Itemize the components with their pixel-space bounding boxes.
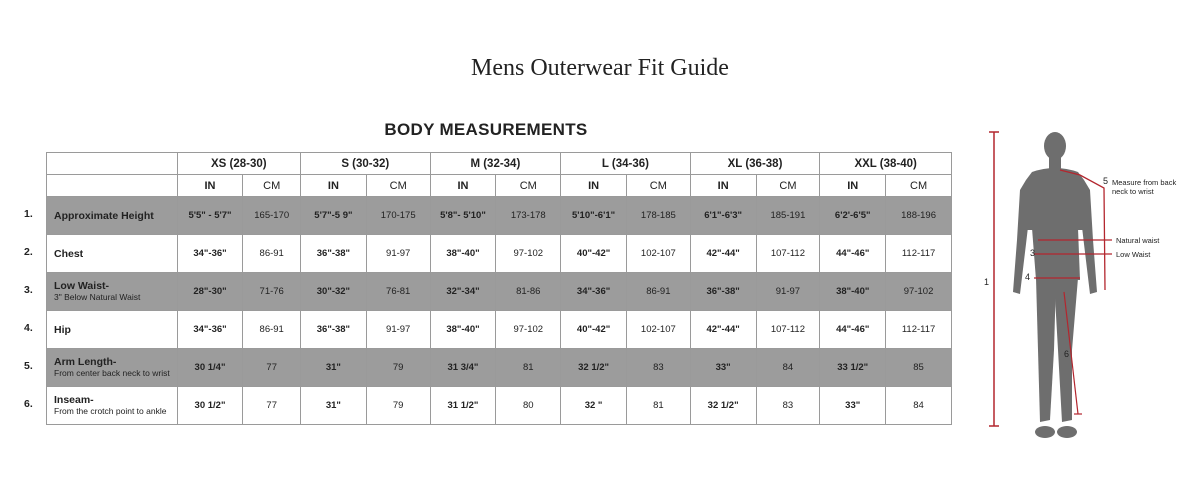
- row-number: 1.: [24, 208, 33, 220]
- size-header: XL (36-38): [690, 153, 820, 175]
- value-in-cell: 34"-36": [177, 311, 243, 349]
- value-in-cell: 44"-46": [820, 311, 886, 349]
- unit-header: CM: [243, 175, 301, 197]
- measure-number-6: 6: [1064, 349, 1070, 359]
- row-sublabel: 3" Below Natural Waist: [54, 292, 141, 302]
- value-cm-cell: 185-191: [756, 197, 820, 235]
- value-cm-cell: 81: [496, 349, 561, 387]
- value-in-cell: 36"-38": [301, 311, 367, 349]
- row-number: 2.: [24, 246, 33, 258]
- row-label: Inseam-: [54, 394, 94, 406]
- value-cm-cell: 76-81: [366, 273, 430, 311]
- measurement-row: [47, 273, 952, 311]
- row-label-cell: [47, 197, 178, 235]
- measurement-row: [47, 197, 952, 235]
- unit-header: IN: [301, 175, 367, 197]
- value-cm-cell: 79: [366, 387, 430, 425]
- mannequin-illustration: [980, 120, 1200, 450]
- value-in-cell: 38"-40": [820, 273, 886, 311]
- size-header: M (32-34): [430, 153, 561, 175]
- value-cm-cell: 86-91: [243, 235, 301, 273]
- value-in-cell: 42"-44": [690, 311, 756, 349]
- unit-header: CM: [626, 175, 690, 197]
- value-in-cell: 34"-36": [177, 235, 243, 273]
- size-header: S (30-32): [301, 153, 431, 175]
- row-label-cell: [47, 235, 178, 273]
- header-blank-cell: [47, 153, 178, 175]
- measurement-row: [47, 349, 952, 387]
- value-cm-cell: 97-102: [886, 273, 952, 311]
- value-in-cell: 32"-34": [430, 273, 496, 311]
- size-header-row: [47, 153, 952, 175]
- size-header: L (34-36): [561, 153, 691, 175]
- value-cm-cell: 107-112: [756, 311, 820, 349]
- value-cm-cell: 81: [626, 387, 690, 425]
- row-label: Approximate Height: [54, 209, 154, 222]
- value-cm-cell: 86-91: [243, 311, 301, 349]
- unit-header-row: [47, 175, 952, 197]
- row-number: 6.: [24, 398, 33, 410]
- unit-header: CM: [496, 175, 561, 197]
- unit-header: IN: [561, 175, 627, 197]
- value-cm-cell: 165-170: [243, 197, 301, 235]
- unit-header: CM: [756, 175, 820, 197]
- value-cm-cell: 83: [756, 387, 820, 425]
- value-cm-cell: 97-102: [496, 235, 561, 273]
- value-in-cell: 42"-44": [690, 235, 756, 273]
- row-sublabel: From the crotch point to ankle: [54, 406, 167, 416]
- value-in-cell: 5'8"- 5'10": [430, 197, 496, 235]
- row-label-cell: [47, 387, 178, 425]
- unit-header: CM: [366, 175, 430, 197]
- value-cm-cell: 84: [756, 349, 820, 387]
- value-in-cell: 38"-40": [430, 235, 496, 273]
- value-cm-cell: 97-102: [496, 311, 561, 349]
- value-in-cell: 44"-46": [820, 235, 886, 273]
- value-cm-cell: 84: [886, 387, 952, 425]
- value-cm-cell: 77: [243, 387, 301, 425]
- value-cm-cell: 71-76: [243, 273, 301, 311]
- value-in-cell: 33": [820, 387, 886, 425]
- section-title: BODY MEASUREMENTS: [384, 120, 588, 139]
- value-cm-cell: 170-175: [366, 197, 430, 235]
- row-label: Hip: [54, 323, 71, 336]
- value-cm-cell: 102-107: [626, 311, 690, 349]
- value-cm-cell: 173-178: [496, 197, 561, 235]
- value-cm-cell: 79: [366, 349, 430, 387]
- value-cm-cell: 91-97: [756, 273, 820, 311]
- value-cm-cell: 81-86: [496, 273, 561, 311]
- row-sublabel: From center back neck to wrist: [54, 368, 170, 378]
- unit-header: IN: [430, 175, 496, 197]
- value-in-cell: 5'5" - 5'7": [177, 197, 243, 235]
- measure-number-1: 1: [984, 277, 990, 287]
- value-in-cell: 5'10"-6'1": [561, 197, 627, 235]
- value-cm-cell: 112-117: [886, 235, 952, 273]
- measure-number-4: 4: [1025, 272, 1031, 282]
- value-in-cell: 38"-40": [430, 311, 496, 349]
- value-cm-cell: 86-91: [626, 273, 690, 311]
- value-in-cell: 5'7"-5 9": [301, 197, 367, 235]
- row-number: 3.: [24, 284, 33, 296]
- value-cm-cell: 83: [626, 349, 690, 387]
- value-cm-cell: 91-97: [366, 311, 430, 349]
- value-in-cell: 31 1/2": [430, 387, 496, 425]
- measure-number-5: 5: [1103, 176, 1109, 186]
- measurement-row: [47, 235, 952, 273]
- value-in-cell: 30"-32": [301, 273, 367, 311]
- row-label: Arm Length-: [54, 356, 117, 368]
- value-in-cell: 40"-42": [561, 235, 627, 273]
- unit-header: IN: [177, 175, 243, 197]
- unit-header: IN: [690, 175, 756, 197]
- measurement-row: [47, 311, 952, 349]
- low-waist-label: Low Waist: [1116, 250, 1151, 259]
- value-cm-cell: 91-97: [366, 235, 430, 273]
- unit-header: IN: [820, 175, 886, 197]
- value-in-cell: 32 ": [561, 387, 627, 425]
- value-in-cell: 31 3/4": [430, 349, 496, 387]
- value-in-cell: 33": [690, 349, 756, 387]
- natural-waist-label: Natural waist: [1116, 236, 1160, 245]
- value-in-cell: 36"-38": [301, 235, 367, 273]
- value-in-cell: 31": [301, 387, 367, 425]
- value-in-cell: 30 1/2": [177, 387, 243, 425]
- value-in-cell: 36"-38": [690, 273, 756, 311]
- value-in-cell: 28"-30": [177, 273, 243, 311]
- value-in-cell: 6'2'-6'5": [820, 197, 886, 235]
- size-header: XXL (38-40): [820, 153, 952, 175]
- value-cm-cell: 107-112: [756, 235, 820, 273]
- unit-header: CM: [886, 175, 952, 197]
- row-label-cell: [47, 349, 178, 387]
- value-in-cell: 40"-42": [561, 311, 627, 349]
- row-label: Chest: [54, 247, 84, 260]
- value-cm-cell: 102-107: [626, 235, 690, 273]
- value-cm-cell: 112-117: [886, 311, 952, 349]
- value-in-cell: 32 1/2": [561, 349, 627, 387]
- row-number: 5.: [24, 360, 33, 372]
- row-number: 4.: [24, 322, 33, 334]
- value-in-cell: 34"-36": [561, 273, 627, 311]
- mannequin-figure: [980, 120, 1200, 450]
- size-chart-table: [46, 152, 952, 425]
- value-in-cell: 31": [301, 349, 367, 387]
- value-cm-cell: 80: [496, 387, 561, 425]
- page-title: Mens Outerwear Fit Guide: [471, 55, 729, 81]
- value-in-cell: 6'1"-6'3": [690, 197, 756, 235]
- row-label-cell: [47, 273, 178, 311]
- header-blank-cell: [47, 175, 178, 197]
- size-header: XS (28-30): [177, 153, 300, 175]
- value-in-cell: 32 1/2": [690, 387, 756, 425]
- value-in-cell: 33 1/2": [820, 349, 886, 387]
- value-in-cell: 30 1/4": [177, 349, 243, 387]
- measure-number-3: 3: [1030, 248, 1036, 258]
- value-cm-cell: 188-196: [886, 197, 952, 235]
- row-label-cell: [47, 311, 178, 349]
- measurement-row: [47, 387, 952, 425]
- value-cm-cell: 77: [243, 349, 301, 387]
- row-label: Low Waist-: [54, 280, 110, 292]
- value-cm-cell: 85: [886, 349, 952, 387]
- value-cm-cell: 178-185: [626, 197, 690, 235]
- arm-length-label: Measure from back neck to wrist: [1112, 178, 1177, 196]
